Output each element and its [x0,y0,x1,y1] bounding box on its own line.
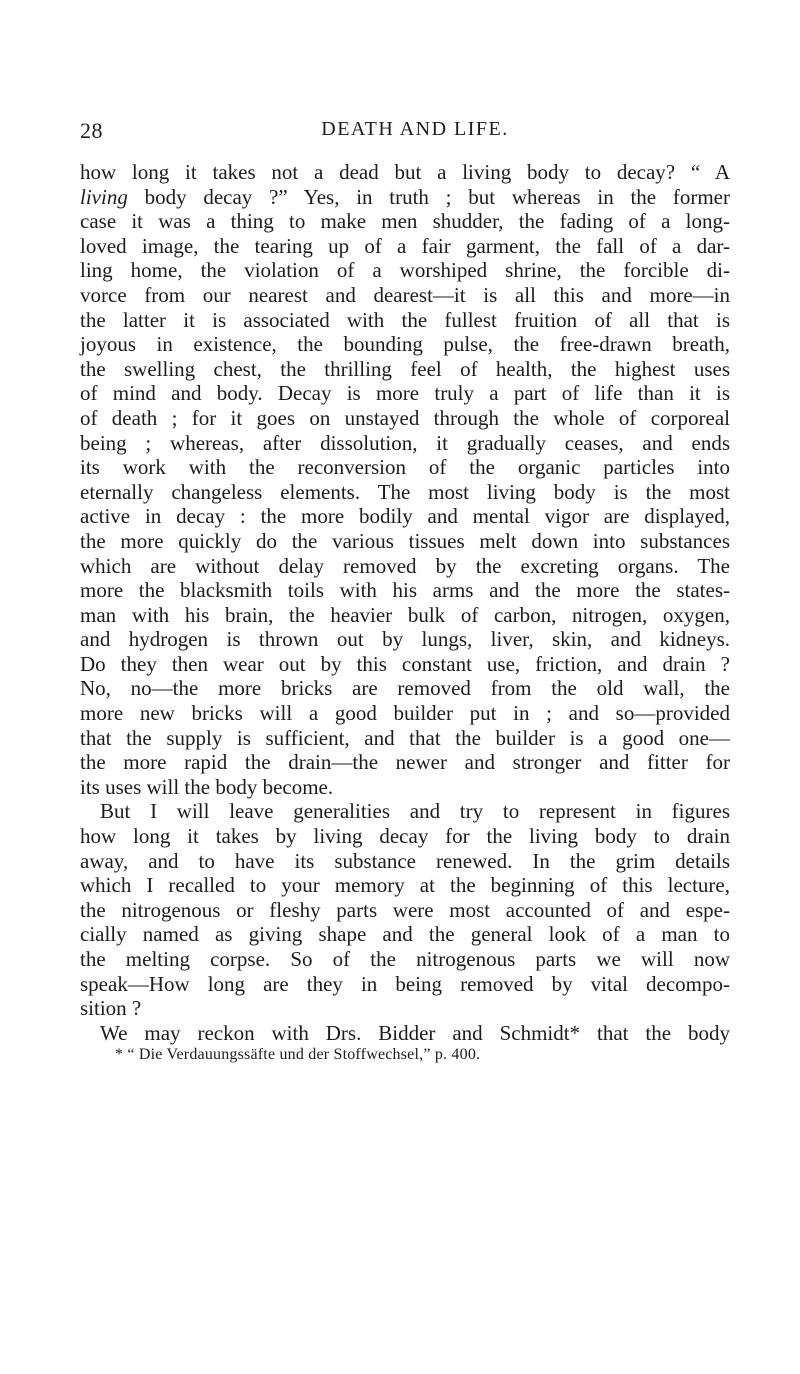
text-line: the nitrogenous or fleshy parts were most accounted of and espe- [80,897,730,922]
text-line: ling home, the violation of a worshiped shrine, the forcible di- [80,258,730,283]
text-line: sition ? [80,996,142,1021]
text-line: that the supply is sufficient, and that the builder is a good one— [80,725,730,750]
body-text [80,160,730,1045]
text-line: Do they then wear out by this constant use, friction, and drain ? [80,651,730,676]
text-line: But I will leave generalities and try to represent in figures [100,799,730,824]
footnote: * “ Die Verdauungssäfte und der Stoffwechsel,” p. 400. [115,1046,481,1063]
text-line: how long it takes by living decay for the living body to drain [80,824,730,849]
chapter-title: DEATH AND LIFE. [321,118,509,140]
text-line: which I recalled to your memory at the beginning of this lecture, [80,873,730,898]
text-line: the more quickly do the various tissues melt down into substances [80,528,730,553]
text-line: loved image, the tearing up of a fair garment, the fall of a dar- [80,233,730,258]
text-line: how long it takes not a dead but a living body to decay? “ A [80,160,730,184]
text-line: of mind and body. Decay is more truly a part of life than it is [80,381,730,406]
text-line: cially named as giving shape and the general look of a man to [80,922,730,947]
running-head [80,118,730,146]
text-line: man with his brain, the heavier bulk of carbon, nitrogen, oxygen, [80,602,730,627]
page-number: 28 [80,118,103,143]
text-line: more the blacksmith toils with his arms and the more the states- [80,578,730,603]
text-line: speak—How long are they in being removed by vital decompo- [80,971,730,996]
text-line: the swelling chest, the thrilling feel of health, the highest uses [80,356,730,381]
text-line: being ; whereas, after dissolution, it gradually ceases, and ends [80,430,730,455]
text-line [80,185,730,210]
text-line: its work with the reconversion of the organic particles into [80,455,730,480]
text-line: vorce from our nearest and dearest—it is all this and more—in [80,282,730,307]
text-line: away, and to have its substance renewed. In the grim details [80,848,730,873]
text-line: of death ; for it goes on unstayed through the whole of corporeal [80,405,730,430]
text-line: its uses will the body become. [80,774,334,799]
text-line: No, no—the more bricks are removed from the old wall, the [80,676,730,701]
text-line: joyous in existence, the bounding pulse, the free-drawn breath, [80,332,730,357]
text-line: eternally changeless elements. The most living body is the most [80,479,730,504]
text-line: the more rapid the drain—the newer and stronger and fitter for [80,750,730,775]
text-line: We may reckon with Drs. Bidder and Schmidt* that the body [100,1020,730,1045]
text-line: case it was a thing to make men shudder, the fading of a long- [80,209,730,234]
text-line: the latter it is associated with the fullest fruition of all that is [80,307,730,332]
text-line: active in decay : the more bodily and mental vigor are displayed, [80,504,730,529]
text-line: which are without delay removed by the excreting organs. The [80,553,730,578]
italic-word: living [80,184,128,209]
line-text: body decay ?” Yes, in truth ; but whereas in the former [127,184,730,209]
text-line: and hydrogen is thrown out by lungs, liver, skin, and kidneys. [80,627,730,652]
text-line: the melting corpse. So of the nitrogenous parts we will now [80,947,730,971]
text-line: more new bricks will a good builder put in ; and so—provided [80,701,730,726]
